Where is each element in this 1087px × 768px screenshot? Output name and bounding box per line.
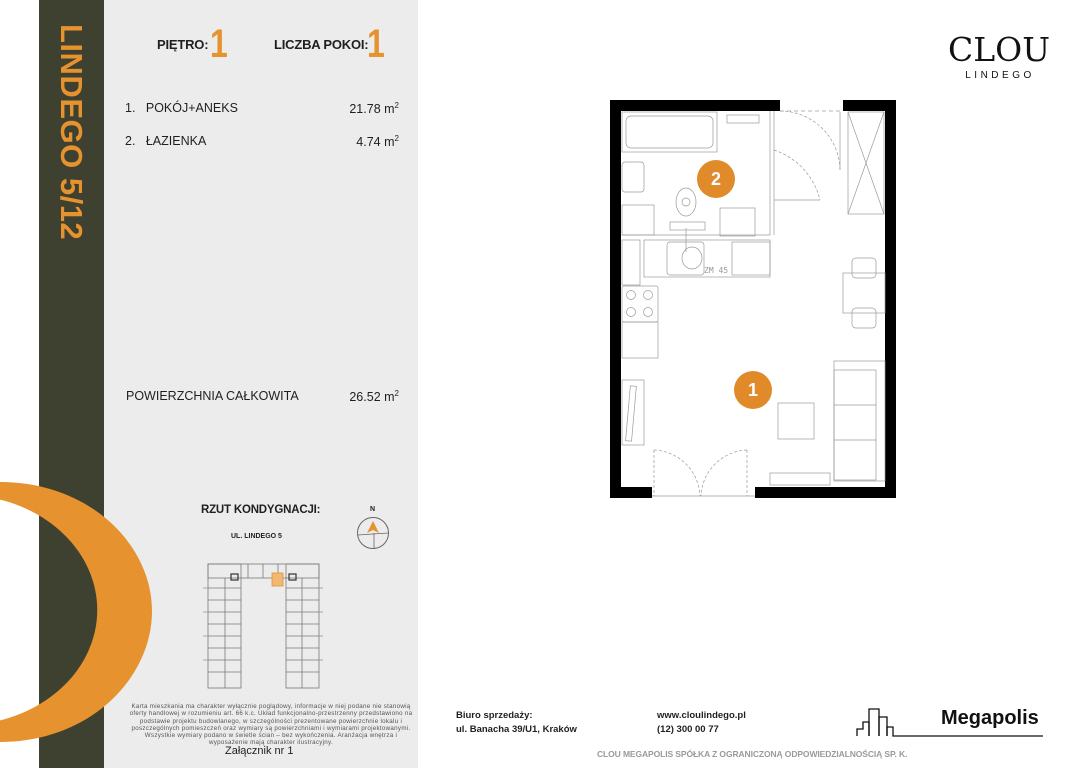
floor-plan-heading: RZUT KONDYGNACJI: bbox=[201, 504, 321, 516]
rooms-count-label: LICZBA POKOI: bbox=[274, 37, 369, 52]
sales-office-address: ul. Banacha 39/U1, Kraków bbox=[456, 724, 577, 735]
room-list-item bbox=[125, 101, 238, 115]
building-floor-plan bbox=[203, 560, 323, 690]
total-area-label: POWIERZCHNIA CAŁKOWITA bbox=[126, 389, 299, 403]
total-area-value: 26.52 bbox=[349, 390, 381, 405]
room-area-value: 4.74 bbox=[356, 135, 381, 150]
apartment-title-text: LINDEGO 5/12 bbox=[54, 24, 89, 241]
compass bbox=[357, 506, 391, 552]
apartment-title bbox=[39, 24, 104, 254]
room-area-unit: m bbox=[384, 102, 395, 117]
contact-info bbox=[657, 709, 746, 737]
room-number: 2. bbox=[125, 134, 136, 148]
total-area-exp: 2 bbox=[394, 389, 399, 398]
room-badge-living: 1 bbox=[734, 371, 772, 409]
cabinet-label: ZM 45 bbox=[704, 266, 729, 275]
room-number: 1. bbox=[125, 101, 136, 115]
rooms-count-value: 1 bbox=[367, 22, 385, 66]
floor-label: PIĘTRO: bbox=[157, 37, 209, 52]
logo-main: CLOU bbox=[948, 30, 1051, 69]
total-area-unit: m bbox=[384, 390, 395, 405]
compass-north-label: N bbox=[370, 506, 376, 513]
apartment-floor-plan bbox=[600, 90, 910, 510]
highlighted-apartment bbox=[272, 573, 283, 586]
compass-icon bbox=[357, 515, 391, 551]
sales-office-label: Biuro sprzedaży: bbox=[456, 710, 533, 721]
room-area-value: 21.78 bbox=[349, 102, 381, 117]
legal-entity: CLOU MEGAPOLIS SPÓŁKA Z OGRANICZONĄ ODPOWIEDZIALNOŚCIĄ SP. K. bbox=[597, 749, 908, 759]
room-list-item bbox=[125, 134, 206, 148]
room-name: ŁAZIENKA bbox=[145, 134, 207, 148]
room-area-unit: m bbox=[384, 135, 395, 150]
room-badge-bathroom: 2 bbox=[697, 160, 735, 198]
room-area-exp: 2 bbox=[394, 101, 399, 110]
disclaimer-text: Karta mieszkania ma charakter wyłącznie poglądowy, informacje w niej podane nie stanowią oferty handlowej w rozumieniu art. 66 k.c. Układ funkcjonalno-przestrzenny przedstawiono na podstawie projektu budowlanego, w szczególności prezentowane powierzchnie lokalu i poszczególnych pomieszczeń oraz wymiary są powierzchniami i wymiarami projektowanymi. Wszystkie wymiary podano w świetle ścian – bez wykończenia. Aranżacja wnętrza i wyposażenie mają charakter ilustracyjny. bbox=[129, 703, 413, 747]
website-link[interactable]: www.cloulindego.pl bbox=[657, 710, 746, 721]
floor-value: 1 bbox=[210, 22, 228, 66]
clou-logo bbox=[948, 30, 1051, 81]
room-area-exp: 2 bbox=[394, 134, 399, 143]
room-area bbox=[356, 134, 399, 149]
room-area bbox=[349, 101, 399, 116]
sales-office bbox=[456, 709, 577, 737]
logo-sub: LINDEGO bbox=[965, 70, 1035, 81]
street-label: UL. LINDEGO 5 bbox=[231, 533, 282, 540]
developer-name: Megapolis bbox=[941, 707, 1039, 729]
room-name: POKÓJ+ANEKS bbox=[145, 101, 238, 115]
attachment-label: Załącznik nr 1 bbox=[225, 745, 294, 757]
total-area bbox=[349, 389, 399, 404]
phone-number[interactable]: (12) 300 00 77 bbox=[657, 724, 719, 735]
